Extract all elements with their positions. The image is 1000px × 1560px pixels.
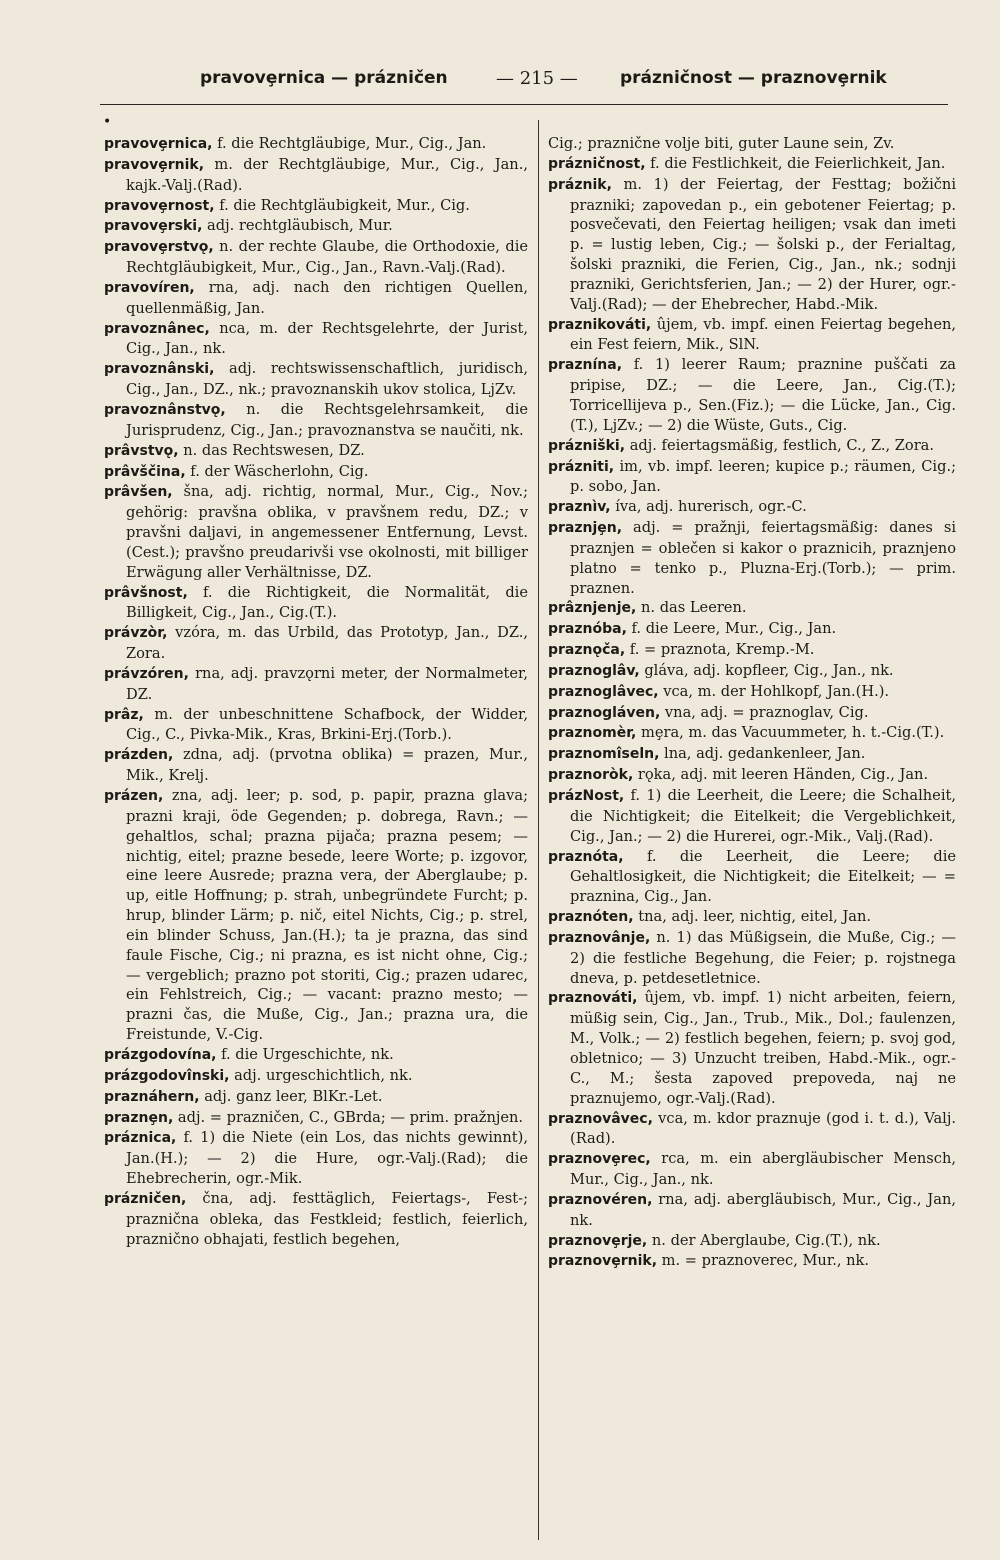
dictionary-entry — [548, 598, 956, 619]
entry-definition: nca, m. der Rechtsgelehrte, der Jurist, Cig., Jan., nk. — [126, 319, 528, 358]
dictionary-entry — [548, 134, 956, 154]
entry-definition: m. 1) der Feiertag, der Festtag; božični prazniki; zapovedan p., ein gebotener Feiertag; p. posvečevati, den Feiertag heiligen; vsak dan imeti p. = lustig leben, Cig.; — šolski p., der Ferialtag, šolski prazniki, die Ferien, Cig., Jan., nk.; sodnji prazniki, Gerichtsferien, Jan.; — 2) der Hurer, ogr.-Valj.(Rad); — der Ehebrecher, Habd.-Mik. — [570, 175, 956, 313]
dictionary-entry — [548, 988, 956, 1108]
dictionary-entry — [548, 640, 956, 661]
running-header — [60, 68, 940, 104]
dictionary-entry — [104, 319, 528, 360]
header-right-guideword: prázničnost — praznovȩrnik — [620, 68, 887, 88]
dictionary-entry — [104, 623, 528, 664]
dictionary-entry — [548, 907, 956, 928]
dictionary-entry — [548, 1251, 956, 1272]
entry-headword: praznomîseln, — [548, 746, 660, 763]
entry-definition: vna, adj. = praznoglav, Cig. — [660, 703, 869, 721]
entry-headword: praznoròk, — [548, 767, 634, 784]
entry-headword: prázgodovînski, — [104, 1067, 230, 1084]
dictionary-entry — [548, 497, 956, 518]
entry-headword: praznovȩrec, — [548, 1151, 651, 1168]
left-column — [104, 134, 528, 1249]
dictionary-entry — [548, 744, 956, 765]
entry-definition: n. der rechte Glaube, die Orthodoxie, die Rechtgläubigkeit, Mur., Cig., Jan., Ravn.-Valj.(Rad). — [126, 238, 528, 277]
entry-headword: praznóten, — [548, 909, 634, 926]
header-left-guideword: pravovȩrnica — prázničen — [200, 68, 448, 88]
dictionary-entry — [104, 134, 528, 155]
entry-headword: prázniški, — [548, 437, 626, 454]
entry-headword: prázNost, — [548, 788, 625, 804]
dictionary-entry — [548, 928, 956, 989]
dictionary-entry — [548, 315, 956, 356]
entry-definition: rna, adj. nach den richtigen Quellen, quellenmäßig, Jan. — [126, 278, 528, 317]
entry-headword: pravovȩrnica, — [104, 136, 213, 152]
entry-headword: prázničen, — [104, 1190, 187, 1207]
entry-definition: n. der Aberglaube, Cig.(T.), nk. — [647, 1231, 881, 1249]
entry-definition: vca, m. der Hohlkopf, Jan.(H.). — [658, 682, 890, 700]
entry-headword: praznìv, — [548, 499, 611, 516]
entry-definition: m. = praznoverec, Mur., nk. — [657, 1252, 870, 1270]
entry-headword: praznȩn, — [104, 1109, 174, 1126]
entry-headword: praznoglâvec, — [548, 683, 659, 700]
entry-headword: praznovȩrnik, — [548, 1253, 658, 1270]
dictionary-entry — [548, 661, 956, 682]
dictionary-entry — [104, 216, 528, 237]
entry-definition: f. der Wäscherlohn, Cig. — [185, 462, 369, 480]
entry-definition: rǫka, adj. mit leeren Händen, Cig., Jan. — [633, 766, 929, 784]
entry-definition: f. die Rechtgläubige, Mur., Cig., Jan. — [212, 135, 487, 152]
entry-headword: praznína, — [548, 357, 623, 374]
dictionary-entry — [104, 1128, 528, 1189]
entry-headword: praznovȩrje, — [548, 1232, 648, 1249]
entry-definition: f. 1) die Niete (ein Los, das nichts gewinnt), Jan.(H.); — 2) die Hure, ogr.-Valj.(Rad); die Ehebrecherin, ogr.-Mik. — [126, 1129, 528, 1188]
dictionary-entry — [548, 786, 956, 847]
entry-definition: rna, adj. abergläubisch, Mur., Cig., Jan, nk. — [570, 1190, 956, 1229]
entry-headword: praznóba, — [548, 621, 627, 638]
entry-headword: pravoznânstvǫ, — [104, 401, 226, 418]
entry-definition: íva, adj. hurerisch, ogr.-C. — [610, 498, 807, 516]
entry-headword: praznáhern, — [104, 1088, 200, 1105]
column-divider — [538, 120, 539, 1540]
entry-headword: právzóren, — [104, 665, 189, 682]
entry-definition: n. die Rechtsgelehrsamkeit, die Jurisprudenz, Cig., Jan.; pravoznanstva se naučiti, nk. — [126, 400, 528, 439]
dictionary-entry — [104, 400, 528, 441]
dictionary-entry — [104, 664, 528, 705]
dictionary-entry — [104, 482, 528, 582]
margin-mark: • — [103, 114, 112, 130]
entry-definition: adj. rechtswissenschaftlich, juridisch, Cig., Jan., DZ., nk.; pravoznanskih ukov stolica, LjZv. — [126, 360, 528, 399]
entry-headword: prázgodovína, — [104, 1046, 217, 1063]
entry-headword: pravovȩrski, — [104, 218, 203, 235]
entry-headword: pravovȩrnost, — [104, 197, 215, 214]
entry-headword: pravoznânski, — [104, 361, 215, 378]
entry-definition: ûjem, vb. impf. 1) nicht arbeiten, feiern, müßig sein, Cig., Jan., Trub., Mik., Dol.; faulenzen, M., Volk.; — 2) festlich begehen, feiern; p. svoj god, obletnico; — 3) Unzucht treiben, Habd.-Mik., ogr.-C., M.; šesta zapoved prepoveda, naj ne praznujemo, ogr.-Valj.(Rad). — [570, 989, 956, 1107]
entry-headword: prâvšen, — [104, 484, 173, 501]
entry-definition: adj. feiertagsmäßig, festlich, C., Z., Zora. — [625, 436, 935, 454]
entry-headword: praznovânje, — [548, 929, 651, 946]
entry-headword: prâz, — [104, 706, 144, 723]
entry-definition: adj. = prazničen, C., GBrda; — prim. pražnjen. — [173, 1108, 524, 1126]
dictionary-entry — [548, 682, 956, 703]
dictionary-entry — [104, 441, 528, 462]
entry-definition: f. die Festlichkeit, die Feierlichkeit, Jan. — [645, 154, 946, 172]
entry-definition: f. die Rechtgläubigkeit, Mur., Cig. — [214, 196, 470, 214]
entry-headword: pravovȩrstvǫ, — [104, 239, 214, 256]
entry-headword: prázniti, — [548, 458, 615, 475]
dictionary-entry — [104, 786, 528, 1045]
entry-headword: praznoglâv, — [548, 662, 640, 679]
dictionary-entry — [548, 619, 956, 640]
entry-headword: praznovéren, — [548, 1191, 653, 1208]
dictionary-entry — [548, 723, 956, 744]
entry-headword: pravovíren, — [104, 279, 195, 296]
entry-definition: vzóra, m. das Urbild, das Prototyp, Jan., DZ., Zora. — [126, 624, 528, 663]
entry-headword: praznjȩn, — [548, 520, 623, 537]
dictionary-entry — [104, 462, 528, 483]
entry-definition: m. der Rechtgläubige, Mur., Cig., Jan., kajk.-Valj.(Rad). — [126, 155, 528, 194]
dictionary-entry — [104, 745, 528, 786]
entry-definition: f. 1) leerer Raum; praznine puščati za pripise, DZ.; — die Leere, Jan., Cig.(T.); Torricellijeva p., Sen.(Fiz.); — die Lücke, Jan., Cig.(T.), LjZv.; — 2) die Wüste, Guts., Cig. — [570, 356, 956, 434]
entry-definition: zna, adj. leer; p. sod, p. papir, prazna glava; prazni kraji, öde Gegenden; p. dobrega, Ravn.; — gehaltlos, schal; prazna pijača; prazna pesem; — nichtig, eitel; prazne besede, leere Worte; p. izgovor, eine leere Ausrede; prazna vera, der Aberglaube; p. up, eitle Hoffnung; p. strah, unbegründete Furcht; p. hrup, blinder Lärm; p. nič, eitel Nichts, Cig.; p. strel, ein blinder Schuss, Jan.(H.); ta je prazna, das sind faule Fische, Cig.; ni prazna, es ist nicht ohne, Cig.; — vergeblich; prazno pot storiti, Cig.; prazen udarec, ein Fehlstreich, Cig.; — vacant: prazno mesto; — prazni čas, die Muße, Cig., Jan.; prazna ura, die Freistunde, V.-Cig. — [126, 787, 528, 1044]
dictionary-entry — [548, 703, 956, 724]
dictionary-entry — [104, 1189, 528, 1250]
dictionary-entry — [104, 196, 528, 217]
dictionary-entry — [548, 765, 956, 786]
entry-headword: praznováti, — [548, 990, 638, 1007]
entry-definition: adj. rechtgläubisch, Mur. — [202, 217, 393, 235]
dictionary-entry — [104, 237, 528, 278]
dictionary-entry — [548, 436, 956, 457]
dictionary-entry — [548, 847, 956, 908]
dictionary-entry — [548, 518, 956, 598]
entry-headword: praznovâvec, — [548, 1110, 653, 1127]
entry-definition: f. die Leerheit, die Leere; die Gehaltlosigkeit, die Nichtigkeit; die Eitelkeit; — = praznina, Cig., Jan. — [570, 847, 956, 906]
entry-headword: praznǫča, — [548, 642, 626, 659]
entry-definition: lna, adj. gedankenleer, Jan. — [659, 745, 866, 763]
entry-definition: ûjem, vb. impf. einen Feiertag begehen, ein Fest feiern, Mik., SlN. — [570, 315, 956, 354]
entry-definition: n. das Leeren. — [636, 599, 747, 617]
entry-headword: prâvstvǫ, — [104, 442, 179, 459]
dictionary-entry — [104, 359, 528, 400]
dictionary-entry — [104, 583, 528, 624]
dictionary-entry — [548, 154, 956, 175]
entry-headword: prâvšnost, — [104, 584, 188, 601]
entry-definition: f. die Urgeschichte, nk. — [216, 1045, 394, 1063]
dictionary-entry — [104, 705, 528, 746]
entry-definition: n. 1) das Müßigsein, die Muße, Cig.; — 2) die festliche Begehung, die Feier; p. rojstnega dneva, p. petdesetletnice. — [570, 928, 956, 987]
entry-definition: Cig.; praznične volje biti, guter Laune sein, Zv. — [548, 135, 895, 152]
entry-definition: im, vb. impf. leeren; kupice p.; räumen, Cig.; p. sobo, Jan. — [570, 457, 956, 496]
entry-headword: prázden, — [104, 747, 174, 764]
dictionary-entry — [104, 1108, 528, 1129]
entry-definition: adj. ganz leer, BlKr.-Let. — [199, 1087, 383, 1105]
dictionary-entry — [104, 278, 528, 319]
dictionary-entry — [548, 457, 956, 498]
entry-headword: prâvščina, — [104, 463, 186, 480]
entry-definition: f. 1) die Leerheit, die Leere; die Schalheit, die Nichtigkeit; die Eitelkeit; die Vergeblichkeit, Cig., Jan.; — 2) die Hurerei, ogr.-Mik., Valj.(Rad). — [570, 787, 956, 845]
entry-definition: gláva, adj. kopfleer, Cig., Jan., nk. — [639, 661, 894, 679]
entry-definition: f. die Leere, Mur., Cig., Jan. — [626, 620, 837, 638]
entry-definition: rna, adj. pravzǫrni meter, der Normalmeter, DZ. — [126, 664, 528, 703]
entry-headword: práznica, — [104, 1130, 177, 1147]
entry-definition: čna, adj. festtäglich, Feiertags-, Fest-; praznična obleka, das Festkleid; festlich, feierlich, praznično obhajati, festlich begehen, — [126, 1189, 528, 1248]
dictionary-entry — [548, 1109, 956, 1150]
dictionary-entry — [548, 1231, 956, 1252]
entry-definition: tna, adj. leer, nichtig, eitel, Jan. — [633, 908, 872, 926]
entry-definition: n. das Rechtswesen, DZ. — [178, 441, 365, 459]
page-number: — 215 — — [496, 68, 578, 89]
dictionary-entry — [104, 1045, 528, 1066]
dictionary-entry — [548, 175, 956, 315]
dictionary-entry — [548, 1149, 956, 1190]
entry-definition: m. der unbeschnittene Schafbock, der Widder, Cig., C., Pivka-Mik., Kras, Brkini-Erj.(Torb.). — [126, 705, 528, 744]
entry-definition: f. = praznota, Kremp.-M. — [625, 641, 815, 659]
entry-definition: adj. = pražnji, feiertagsmäßig: danes si praznjen = oblečen si kakor o praznicih, praznjeno platno = tenko p., Pluzna-Erj.(Torb.); — prim. praznen. — [570, 519, 956, 597]
dictionary-entry — [548, 1190, 956, 1231]
entry-definition: vca, m. kdor praznuje (god i. t. d.), Valj.(Rad). — [570, 1109, 956, 1148]
entry-headword: pravoznânec, — [104, 320, 210, 337]
entry-headword: praznogláven, — [548, 704, 661, 721]
entry-headword: praznikováti, — [548, 316, 652, 333]
entry-headword: prázen, — [104, 788, 164, 804]
right-column — [548, 134, 956, 1272]
entry-definition: f. die Richtigkeit, die Normalität, die Billigkeit, Cig., Jan., Cig.(T.). — [126, 583, 528, 622]
entry-headword: prâznjenje, — [548, 600, 637, 617]
entry-definition: adj. urgeschichtlich, nk. — [229, 1066, 413, 1084]
dictionary-entry — [104, 1066, 528, 1087]
header-rule — [100, 104, 948, 105]
entry-definition: mȩra, m. das Vacuummeter, h. t.-Cig.(T.). — [636, 724, 945, 742]
entry-headword: praznóta, — [548, 848, 624, 865]
entry-headword: pravovȩrnik, — [104, 156, 205, 173]
entry-headword: práznik, — [548, 176, 612, 193]
entry-definition: rca, m. ein abergläubischer Mensch, Mur., Cig., Jan., nk. — [570, 1150, 956, 1189]
dictionary-entry — [548, 355, 956, 435]
dictionary-entry — [104, 1087, 528, 1108]
entry-headword: praznomèr, — [548, 725, 637, 742]
dictionary-entry — [104, 155, 528, 196]
entry-headword: prázničnost, — [548, 155, 646, 172]
entry-headword: právzòr, — [104, 625, 168, 642]
entry-definition: šna, adj. richtig, normal, Mur., Cig., Nov.; gehörig: pravšna oblika, v pravšnem redu, DZ.; v pravšni daljavi, in angemessener Entfernung, Levst.(Cest.); pravšno preudarivši vse okolnosti, mit billiger Erwägung aller Verhältnisse, DZ. — [126, 483, 528, 581]
entry-definition: zdna, adj. (prvotna oblika) = prazen, Mur., Mik., Krelj. — [126, 746, 528, 785]
